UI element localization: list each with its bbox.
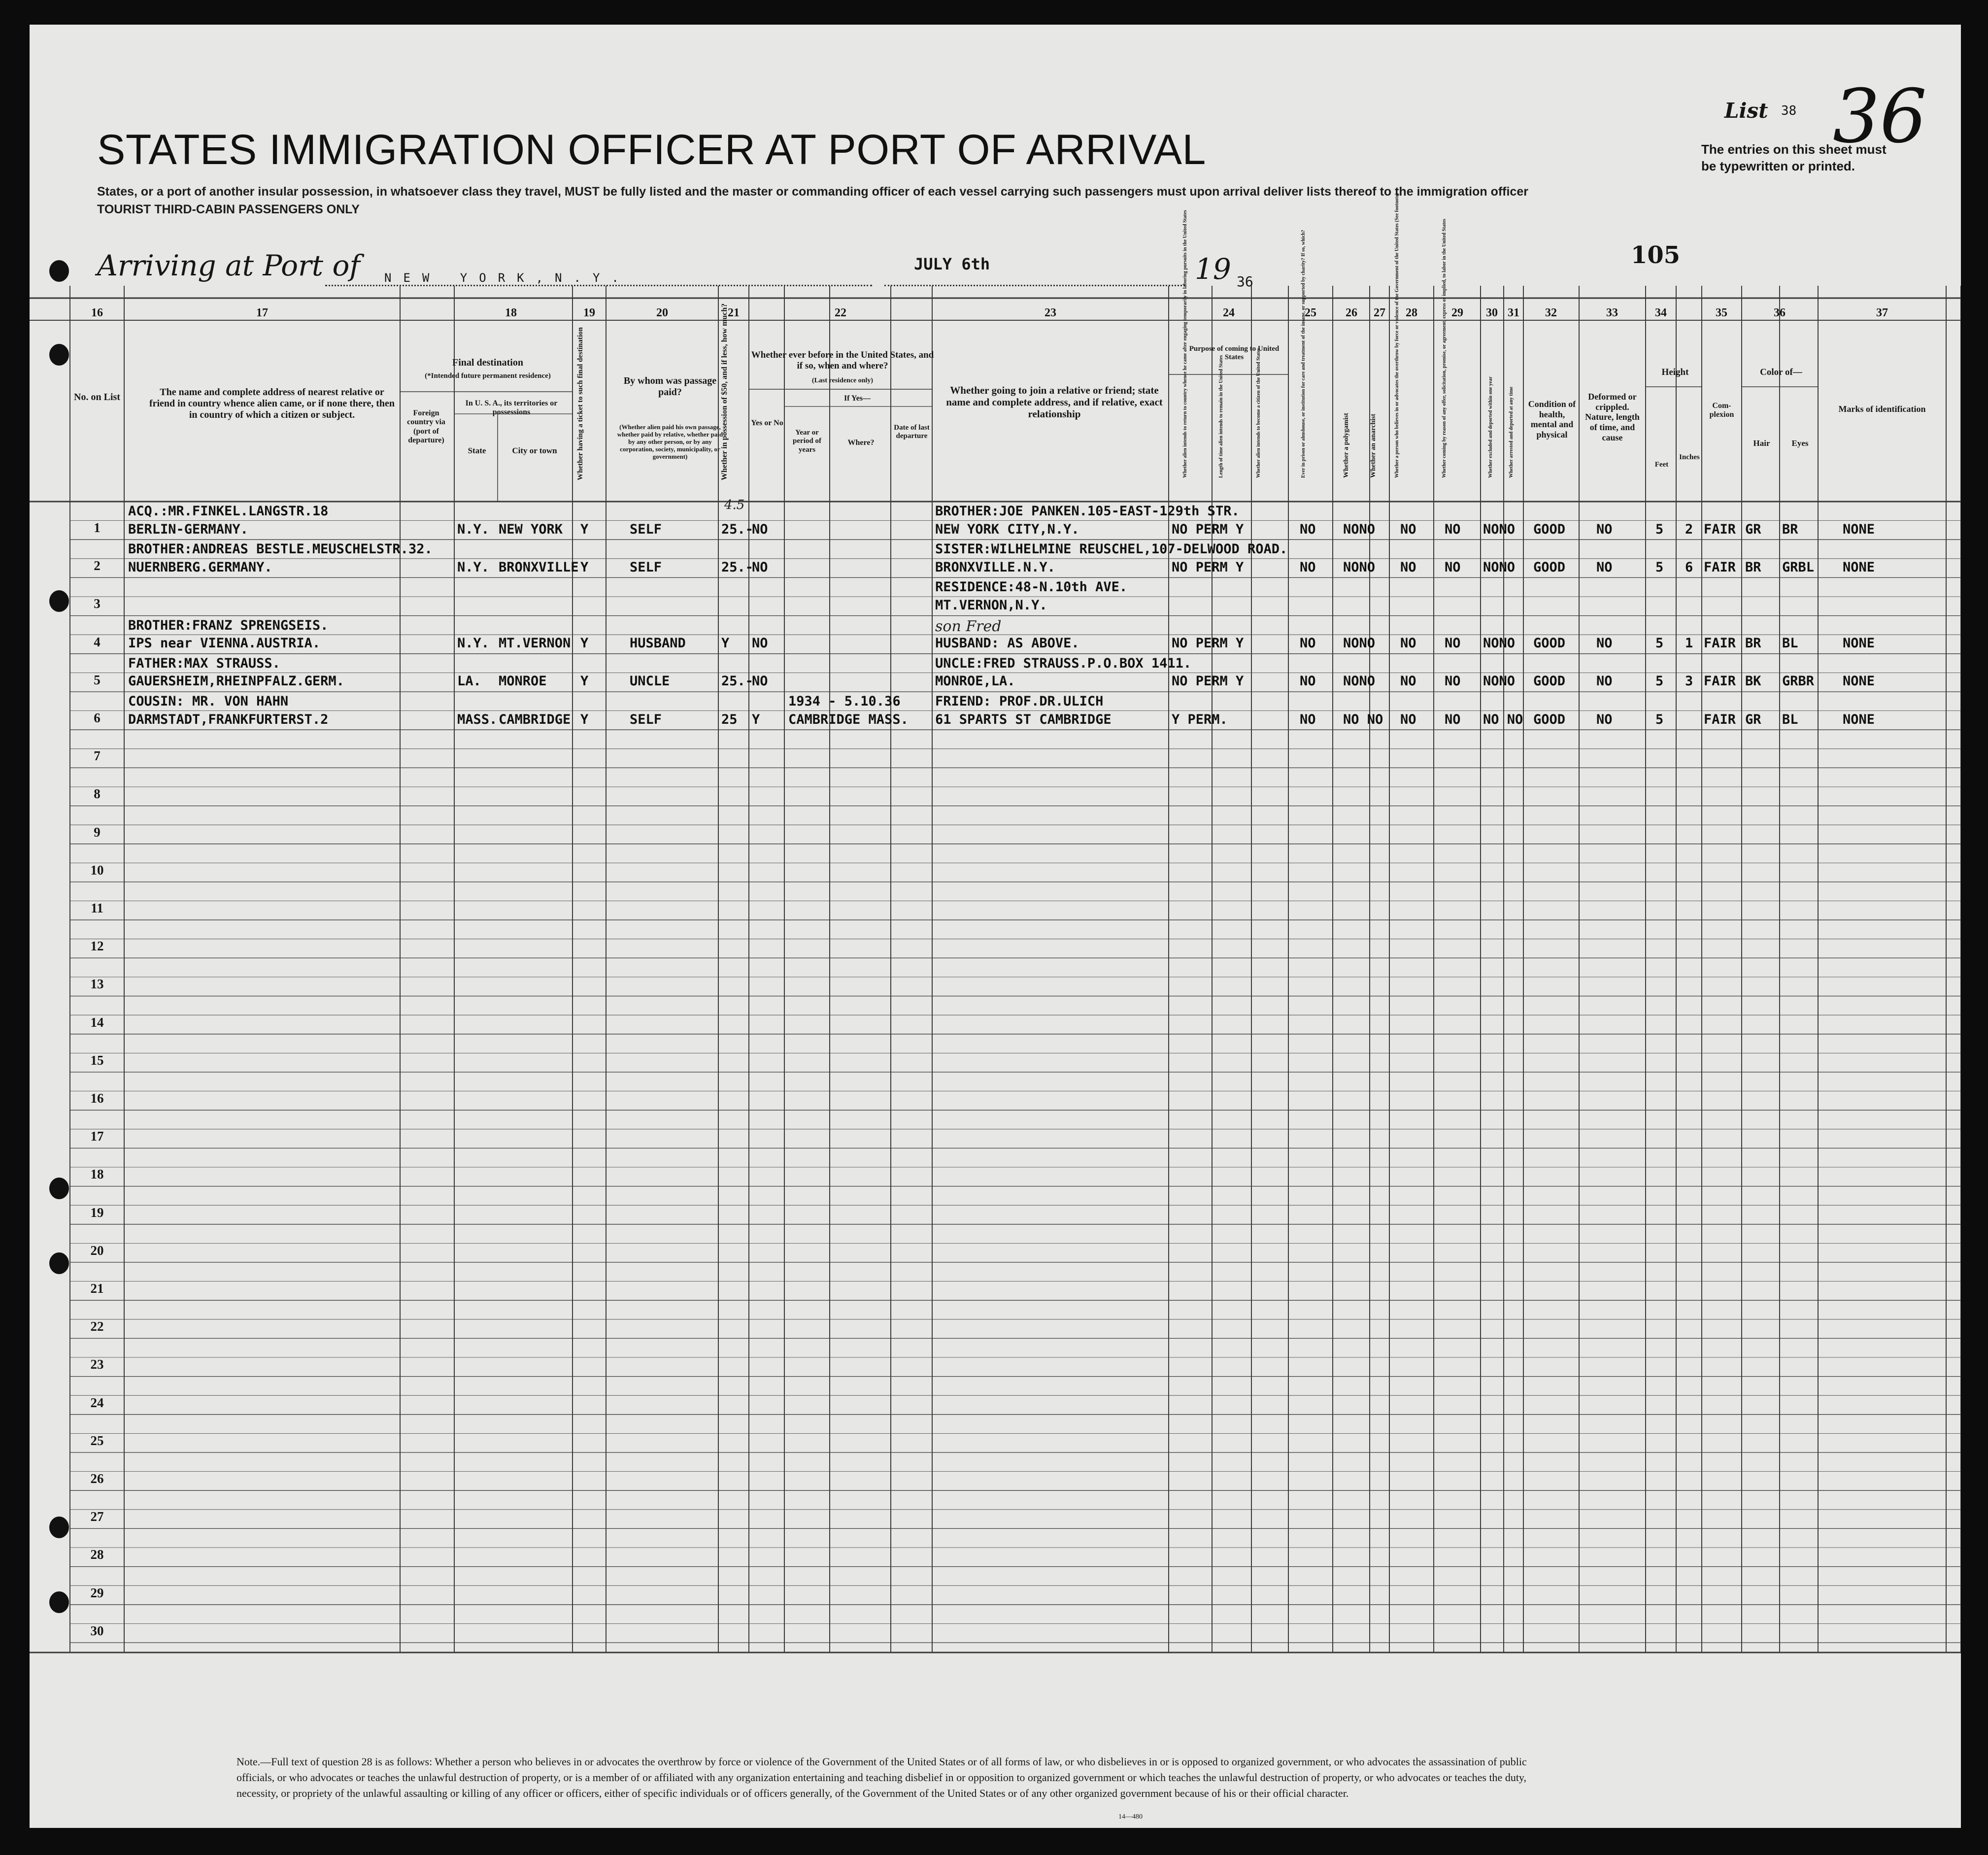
- question-28: NO: [1400, 674, 1416, 689]
- joining-relative-line-1: BROTHER:JOE PANKEN.105-EAST-129th STR.: [935, 504, 1240, 519]
- footnote-question-28: Note.—Full text of question 28 is as follows: Whether a person who believes in or advocates the overthrow by force or violence of the Government of the United States or of all forms of law, or who disbelieves in or is opposed to organized government, or who advocates the assassination of public officials, or who advocates or teaches the unlawful destruction of property, or is a member of or affiliated with any organization entertaining and teaching disbelief in or opposition to organized government or which teaches the unlawful destruction of property, or who advocates or teaches the duty, necessity, or propriety of the unlawful assaulting or killing of any officer or officers, either of specific individuals or of officers generally, of the Government of the United States or of any other organized government because of his or their official character.: [236, 1755, 1527, 1799]
- header-complexion: Com-plexion: [1709, 402, 1734, 419]
- column-number: 30: [1486, 306, 1498, 319]
- excluded-deported: NONO: [1483, 636, 1516, 651]
- prison-almshouse: NO: [1300, 521, 1316, 537]
- joining-relative-line-1: son Fred: [935, 617, 1002, 635]
- joining-relative-line-1: RESIDENCE:48-N.10th AVE.: [935, 579, 1128, 595]
- header-31: Whether arrested and deported at any time: [1509, 386, 1514, 478]
- ever-before-yes-no: Y: [752, 711, 760, 727]
- row-number: 17: [90, 1129, 104, 1144]
- passage-paid-by: SELF: [630, 521, 662, 537]
- height-feet: 5: [1655, 636, 1664, 651]
- header-24a: Whether alien intends to return to country whence he came after engaging temporarily in laboring pursuits in the United States: [1182, 210, 1188, 478]
- header-note-line-1: States, or a port of another insular possession, in whatsoever class they travel, MUST be fully listed and the master or commanding officer of each vessel carrying such passengers must upon arrival deliver lists thereof to the immigration officer: [97, 185, 1528, 199]
- row-number: 5: [94, 672, 101, 687]
- column-number: 28: [1406, 306, 1417, 319]
- header-date-last-departure: Date of last departure: [894, 424, 930, 440]
- contract-labor: NO: [1445, 559, 1461, 575]
- header-foreign-country: Foreign country via (port of departure): [407, 409, 445, 445]
- header-city: City or town: [512, 446, 557, 455]
- nearest-relative-line-2: BERLIN-GERMANY.: [128, 521, 248, 537]
- header-final-destination: Final destination: [452, 357, 523, 368]
- complexion: FAIR: [1704, 521, 1736, 537]
- header-last-residence: (Last residence only): [811, 377, 874, 384]
- header-eyes: Eyes: [1791, 438, 1809, 448]
- nearest-relative-line-2: DARMSTADT,FRANKFURTERST.2: [128, 711, 329, 727]
- height-feet: 5: [1655, 559, 1664, 575]
- height-inches: 1: [1685, 636, 1693, 651]
- header-25: Ever in prison or almshouse, or institution for care and treatment of the insane, or supported by charity? If so, which?: [1301, 230, 1306, 478]
- eye-color: GRBL: [1782, 559, 1815, 575]
- excluded-deported: NONO: [1483, 559, 1516, 575]
- header-ever-before: Whether ever before in the United States, and if so, when and where?: [751, 350, 934, 371]
- contract-labor: NO: [1445, 521, 1461, 537]
- height-feet: 5: [1655, 674, 1664, 689]
- entries-instruction-1: The entries on this sheet must: [1701, 142, 1887, 157]
- deformed-crippled: NO: [1596, 521, 1613, 537]
- header-nearest-relative: The name and complete address of nearest relative or friend in country whence alien came, or if none there, then in country of which a citizen or subject.: [149, 387, 395, 420]
- column-number: 33: [1606, 306, 1618, 319]
- header-27: Whether an anarchist: [1370, 413, 1377, 478]
- contract-labor: NO: [1445, 636, 1461, 651]
- ever-before-where: CAMBRIDGE MASS.: [788, 711, 909, 727]
- header-no-on-list: No. on List: [74, 392, 120, 403]
- ticket-value: Y: [580, 521, 589, 537]
- joining-relative-line-2: MONROE,LA.: [935, 674, 1015, 689]
- column-number: 32: [1545, 306, 1557, 319]
- joining-relative-line-1: SISTER:WILHELMINE REUSCHEL,107-DELWOOD ROAD.: [935, 541, 1288, 557]
- column-number: 26: [1346, 306, 1357, 319]
- row-number: 15: [90, 1052, 104, 1068]
- excluded-deported: NONO: [1483, 674, 1516, 689]
- joining-relative-line-1: UNCLE:FRED STRAUSS.P.O.BOX 1411.: [935, 655, 1192, 671]
- nearest-relative-line-1: COUSIN: MR. VON HAHN: [128, 694, 289, 709]
- column-number: 27: [1374, 306, 1385, 319]
- destination-city: BRONXVILLE: [499, 559, 579, 575]
- polygamist-anarchist: NONO: [1343, 674, 1376, 689]
- height-inches: 6: [1685, 559, 1693, 575]
- column-number: 35: [1716, 306, 1727, 319]
- hair-color: GR: [1745, 711, 1761, 727]
- contract-labor: NO: [1445, 711, 1461, 727]
- health-condition: GOOD: [1533, 559, 1566, 575]
- contract-labor: NO: [1445, 674, 1461, 689]
- money-possessed: 25.-: [721, 674, 754, 689]
- row-number: 7: [94, 748, 101, 764]
- height-feet: 5: [1655, 521, 1664, 537]
- header-height: Height: [1661, 367, 1689, 377]
- row-number: 10: [90, 862, 104, 877]
- nearest-relative-line-1: BROTHER:FRANZ SPRENGSEIS.: [128, 617, 329, 633]
- health-condition: GOOD: [1533, 521, 1566, 537]
- header-possession-50: Whether in possession of $50, and if less, how much?: [720, 303, 729, 480]
- header-yes-or-no: Yes or No: [751, 419, 783, 427]
- header-state: State: [468, 446, 486, 455]
- column-number: 20: [656, 306, 668, 319]
- list-label: List: [1724, 99, 1768, 123]
- identification-marks: NONE: [1843, 711, 1875, 727]
- destination-city: MT.VERNON: [499, 636, 571, 651]
- row-number: 27: [90, 1509, 104, 1524]
- header-marks: Marks of identification: [1838, 404, 1926, 414]
- height-inches: 2: [1685, 521, 1693, 537]
- header-year-or-period: Year or period of years: [793, 429, 821, 454]
- health-condition: GOOD: [1533, 674, 1566, 689]
- row-number: 25: [90, 1433, 104, 1448]
- ticket-value: Y: [580, 559, 589, 575]
- header-passage-paid: By whom was passage paid?: [623, 375, 717, 398]
- form-number: 14—480: [1118, 1813, 1143, 1821]
- row-number: 28: [90, 1547, 104, 1562]
- destination-state: N.Y.: [457, 636, 490, 651]
- deformed-crippled: NO: [1596, 711, 1613, 727]
- health-condition: GOOD: [1533, 711, 1566, 727]
- column-number: 37: [1876, 306, 1888, 319]
- header-ticket: Whether having a ticket to such final destination: [576, 327, 584, 480]
- column-number: 29: [1451, 306, 1463, 319]
- list-stamp-number: 38: [1781, 103, 1797, 118]
- column-number: 34: [1655, 306, 1667, 319]
- column-number: 18: [505, 306, 517, 319]
- hair-color: BR: [1745, 559, 1761, 575]
- question-28: NO: [1400, 636, 1416, 651]
- complexion: FAIR: [1704, 711, 1736, 727]
- row-number: 4: [94, 634, 101, 649]
- port-value: NEW YORK,N.Y.: [384, 271, 631, 285]
- header-joining-relative: Whether going to join a relative or friend; state name and complete address, and if relative, exact relationship: [946, 384, 1163, 420]
- entries-instruction-2: be typewritten or printed.: [1701, 159, 1855, 173]
- height-feet: 5: [1655, 711, 1664, 727]
- row-number: 3: [94, 596, 101, 611]
- row-number: 6: [94, 710, 101, 725]
- eye-color: BL: [1782, 636, 1798, 651]
- row-number: 30: [90, 1623, 104, 1638]
- row-number: 18: [90, 1167, 104, 1182]
- arrival-date: JULY 6th: [914, 255, 990, 273]
- year-suffix: 36: [1237, 273, 1253, 290]
- column-number: 36: [1774, 306, 1786, 319]
- nearest-relative-line-2: GAUERSHEIM,RHEINPFALZ.GERM.: [128, 674, 344, 689]
- year-prefix: 19: [1195, 252, 1231, 286]
- row-number: 20: [90, 1243, 104, 1258]
- row-number: 16: [90, 1091, 104, 1106]
- complexion: FAIR: [1704, 636, 1736, 651]
- row-number: 19: [90, 1205, 104, 1220]
- header-24b: Length of time alien intends to remain in the United States: [1218, 355, 1224, 478]
- question-28: NO: [1400, 521, 1416, 537]
- destination-state: LA.: [457, 674, 481, 689]
- row-number: 22: [90, 1319, 104, 1334]
- nearest-relative-line-1: BROTHER:ANDREAS BESTLE.MEUSCHELSTR.32.: [128, 541, 433, 557]
- destination-city: CAMBRIDGE: [499, 711, 571, 727]
- header-color-of: Color of—: [1760, 367, 1802, 377]
- column-number: 23: [1045, 306, 1056, 319]
- passage-paid-by: UNCLE: [630, 674, 670, 689]
- purpose-of-coming: NO PERM Y: [1172, 559, 1244, 575]
- row-number: 8: [94, 786, 101, 802]
- ticket-value: Y: [580, 674, 589, 689]
- ticket-value: Y: [580, 711, 589, 727]
- joining-relative-line-2: BRONXVILLE.N.Y.: [935, 559, 1055, 575]
- row-number: 14: [90, 1014, 104, 1030]
- row-number: 29: [90, 1585, 104, 1600]
- header-30: Whether excluded and deported within one year: [1488, 376, 1493, 478]
- header-final-destination-note: (*Intended future permanent residence): [425, 372, 551, 380]
- prison-almshouse: NO: [1300, 711, 1316, 727]
- ever-before-yes-no: NO: [752, 559, 768, 575]
- health-condition: GOOD: [1533, 636, 1566, 651]
- complexion: FAIR: [1704, 674, 1736, 689]
- header-feet: Feet: [1654, 461, 1669, 469]
- joining-relative-line-2: NEW YORK CITY,N.Y.: [935, 521, 1079, 537]
- page-number: 105: [1631, 241, 1681, 269]
- manifest-grid: [30, 25, 1961, 1828]
- money-possessed: Y: [721, 636, 730, 651]
- deformed-crippled: NO: [1596, 636, 1613, 651]
- prison-almshouse: NO: [1300, 559, 1316, 575]
- ticket-value: Y: [580, 636, 589, 651]
- polygamist-anarchist: NONO: [1343, 559, 1376, 575]
- excluded-deported: NO NO: [1483, 711, 1523, 727]
- row-number: 11: [91, 901, 103, 915]
- page-title: STATES IMMIGRATION OFFICER AT PORT OF ARRIVAL: [97, 126, 1206, 173]
- header-24c: Whether alien intends to become a citizen of the United States: [1256, 348, 1261, 478]
- prison-almshouse: NO: [1300, 636, 1316, 651]
- row-number: 12: [90, 939, 104, 954]
- header-hair: Hair: [1753, 438, 1770, 448]
- column-number: 31: [1508, 306, 1519, 319]
- purpose-of-coming: NO PERM Y: [1172, 674, 1244, 689]
- header-passage-note: (Whether alien paid his own passage, whether paid by relative, whether paid by any other person, or by any corporation, society, municipality, or government): [617, 423, 723, 460]
- hair-color: GR: [1745, 521, 1761, 537]
- column-number: 22: [835, 306, 846, 319]
- header-deformed: Deformed or crippled. Nature, length of time, and cause: [1585, 392, 1640, 442]
- question-28: NO: [1400, 559, 1416, 575]
- header-if-yes: If Yes—: [843, 394, 871, 403]
- passage-paid-by: SELF: [630, 559, 662, 575]
- deformed-crippled: NO: [1596, 674, 1613, 689]
- header-28: Whether a person who believes in or advocates the overthrow by force or violence of the Government of the United States (See footnote): [1394, 193, 1400, 478]
- identification-marks: NONE: [1843, 559, 1875, 575]
- money-possessed: 25: [721, 711, 738, 727]
- row-number: 24: [90, 1395, 104, 1410]
- money-handwritten-note: 4.5: [724, 498, 745, 512]
- purpose-of-coming: NO PERM Y: [1172, 521, 1244, 537]
- purpose-of-coming: NO PERM Y: [1172, 636, 1244, 651]
- passage-paid-by: SELF: [630, 711, 662, 727]
- header-note-line-2: TOURIST THIRD-CABIN PASSENGERS ONLY: [97, 202, 360, 216]
- money-possessed: 25.-: [721, 521, 754, 537]
- row-number: 13: [90, 977, 104, 992]
- column-number: 25: [1305, 306, 1316, 319]
- eye-color: GRBR: [1782, 674, 1815, 689]
- complexion: FAIR: [1704, 559, 1736, 575]
- height-inches: 3: [1685, 674, 1693, 689]
- money-possessed: 25.-: [721, 559, 754, 575]
- header-inches: Inches: [1679, 453, 1700, 461]
- arriving-port-label: Arriving at Port of: [97, 249, 360, 282]
- column-number: 17: [256, 306, 268, 319]
- joining-relative-line-2: 61 SPARTS ST CAMBRIDGE: [935, 711, 1112, 727]
- header-29: Whether coming by reason of any offer, solicitation, promise, or agreement, express or implied, to labor in the United States: [1442, 219, 1447, 478]
- list-handwritten-number: 36: [1833, 74, 1927, 160]
- excluded-deported: NONO: [1483, 521, 1516, 537]
- hair-color: BR: [1745, 636, 1761, 651]
- row-number: 21: [90, 1281, 104, 1296]
- destination-state: N.Y.: [457, 559, 490, 575]
- nearest-relative-line-1: ACQ.:MR.FINKEL.LANGSTR.18: [128, 504, 329, 519]
- column-number: 16: [91, 306, 103, 319]
- identification-marks: NONE: [1843, 636, 1875, 651]
- passage-paid-by: HUSBAND: [630, 636, 686, 651]
- manifest-sheet: [30, 25, 1961, 1828]
- hair-color: BK: [1745, 674, 1761, 689]
- question-28: NO: [1400, 711, 1416, 727]
- identification-marks: NONE: [1843, 674, 1875, 689]
- row-number: 23: [90, 1357, 104, 1372]
- nearest-relative-line-2: NUERNBERG.GERMANY.: [128, 559, 272, 575]
- header-condition: Condition of health, mental and physical: [1528, 399, 1576, 440]
- header-purpose: Purpose of coming to United States: [1189, 345, 1280, 362]
- identification-marks: NONE: [1843, 521, 1875, 537]
- polygamist-anarchist: NONO: [1343, 521, 1376, 537]
- column-number: 21: [728, 306, 740, 319]
- row-number: 26: [90, 1471, 104, 1486]
- ever-before-yes-no: NO: [752, 674, 768, 689]
- column-number: 19: [583, 306, 595, 319]
- header-in-usa: In U. S. A., its territories or possessions: [465, 399, 558, 417]
- polygamist-anarchist: NONO: [1343, 636, 1376, 651]
- ever-before-yes-no: NO: [752, 636, 768, 651]
- row-number: 1: [94, 520, 101, 535]
- joining-relative-line-2: MT.VERNON,N.Y.: [935, 598, 1047, 613]
- polygamist-anarchist: NO NO: [1343, 711, 1383, 727]
- ever-before-years: 1934 - 5.10.36: [788, 694, 901, 709]
- destination-state: MASS.: [457, 711, 498, 727]
- row-number: 9: [94, 824, 101, 840]
- deformed-crippled: NO: [1596, 559, 1613, 575]
- column-number: 24: [1223, 306, 1235, 319]
- destination-state: N.Y.: [457, 521, 490, 537]
- prison-almshouse: NO: [1300, 674, 1316, 689]
- eye-color: BR: [1782, 521, 1798, 537]
- eye-color: BL: [1782, 711, 1798, 727]
- nearest-relative-line-1: FATHER:MAX STRAUSS.: [128, 655, 280, 671]
- purpose-of-coming: Y PERM.: [1172, 711, 1228, 727]
- header-where: Where?: [847, 438, 875, 447]
- ever-before-yes-no: NO: [752, 521, 768, 537]
- joining-relative-line-1: FRIEND: PROF.DR.ULICH: [935, 694, 1104, 709]
- nearest-relative-line-2: IPS near VIENNA.AUSTRIA.: [128, 636, 321, 651]
- destination-city: MONROE: [499, 674, 547, 689]
- joining-relative-line-2: HUSBAND: AS ABOVE.: [935, 636, 1079, 651]
- row-number: 2: [94, 558, 101, 573]
- header-26: Whether a polygamist: [1343, 413, 1350, 478]
- destination-city: NEW YORK: [499, 521, 563, 537]
